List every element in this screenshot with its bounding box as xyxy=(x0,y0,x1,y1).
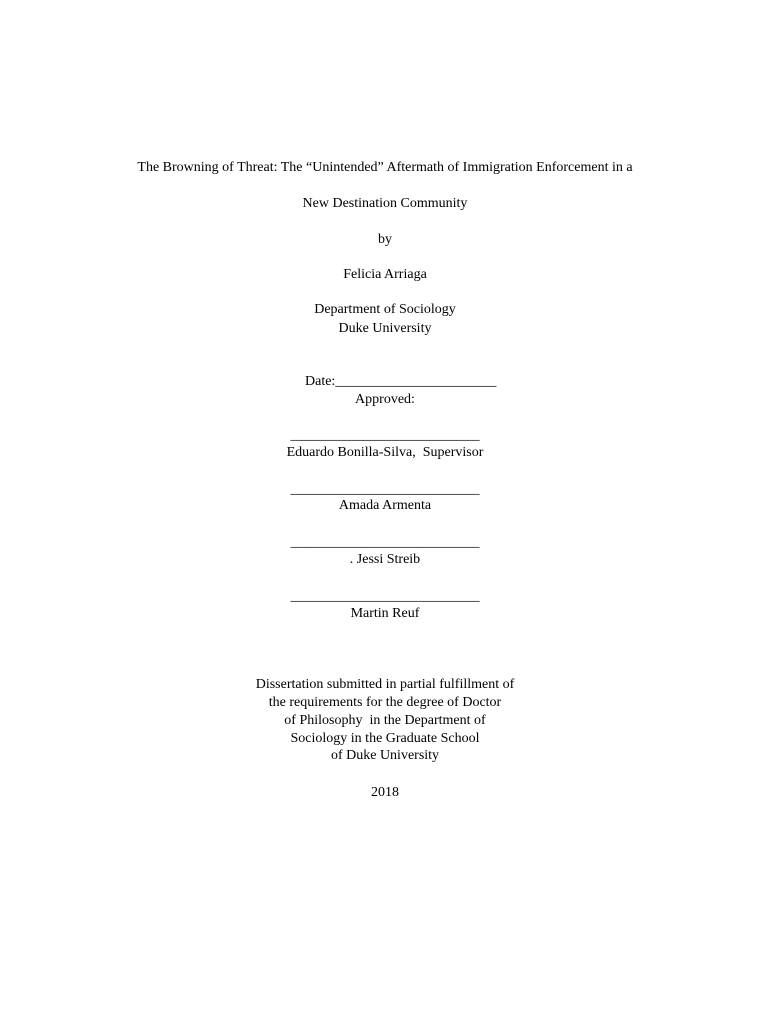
author-name: Felicia Arriaga xyxy=(343,267,427,282)
by-label: by xyxy=(378,232,392,247)
signature-line: ___________________________ xyxy=(290,482,480,497)
approved-label: Approved: xyxy=(355,392,415,407)
signatory-name: Martin Reuf xyxy=(350,606,420,621)
statement-line: of Philosophy in the Department of xyxy=(284,713,486,728)
signature-line: ___________________________ xyxy=(290,589,480,604)
signatory-name: Amada Armenta xyxy=(338,498,432,513)
date-line: Date:_______________________ xyxy=(305,374,497,389)
signatory-name: Eduardo Bonilla-Silva, Supervisor xyxy=(286,445,484,460)
statement-line: Sociology in the Graduate School xyxy=(290,731,480,746)
statement-line: of Duke University xyxy=(330,748,440,763)
signatory-name: . Jessi Streib xyxy=(349,552,421,567)
year: 2018 xyxy=(371,785,399,800)
statement-line: Dissertation submitted in partial fulfillment of xyxy=(255,677,515,692)
department-name: Department of Sociology xyxy=(314,302,456,317)
signature-line: ___________________________ xyxy=(290,428,480,443)
signature-line: ___________________________ xyxy=(290,535,480,550)
university-name: Duke University xyxy=(338,321,432,336)
title-line-2: New Destination Community xyxy=(302,196,468,211)
statement-line: the requirements for the degree of Doctor xyxy=(268,695,502,710)
title-line-1: The Browning of Threat: The “Unintended” Aftermath of Immigration Enforcement in a xyxy=(137,160,633,175)
